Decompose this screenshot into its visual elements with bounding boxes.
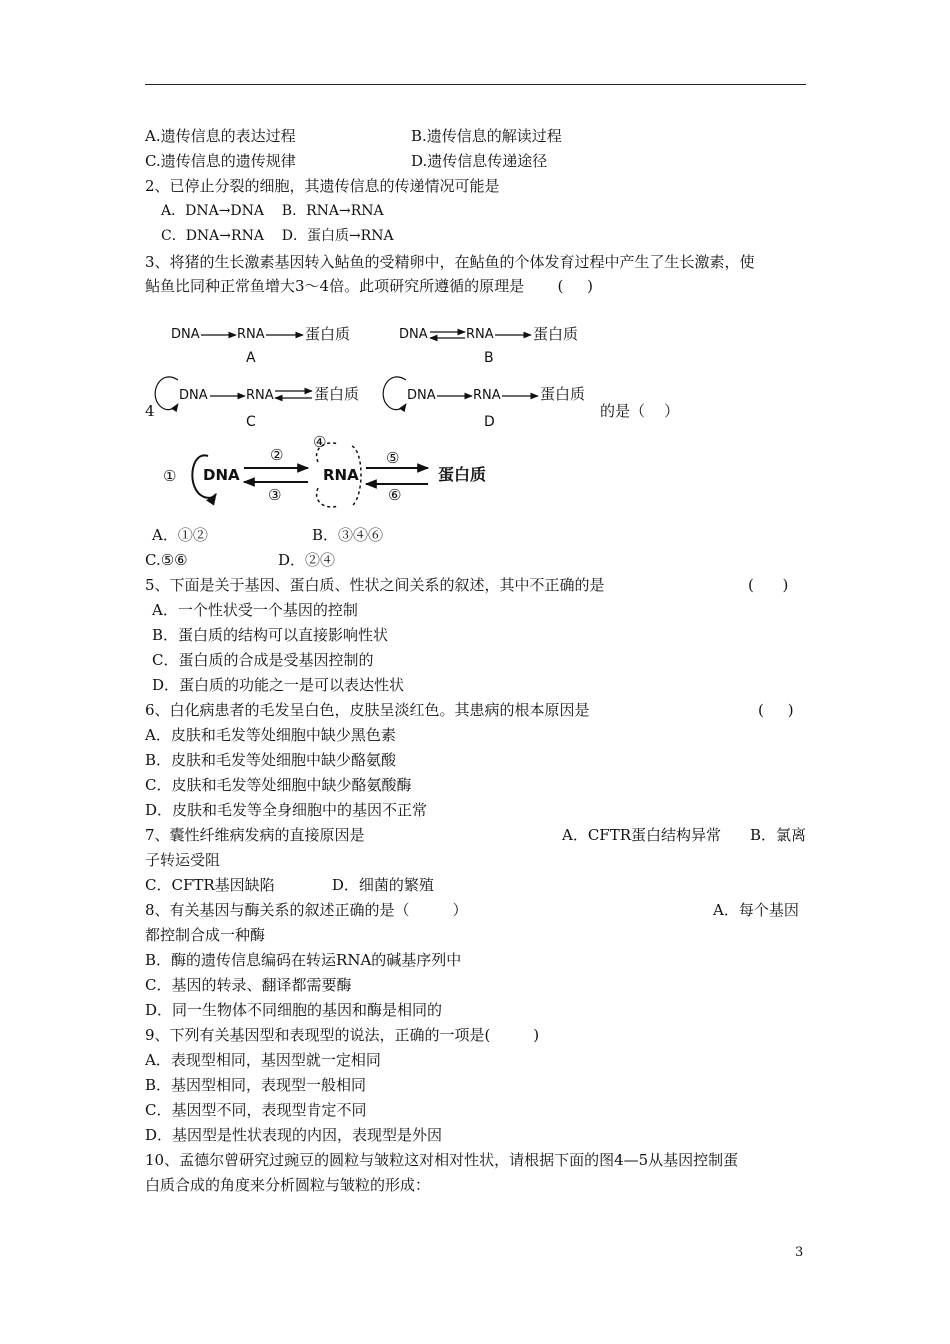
q4-step-3: ③	[268, 486, 282, 504]
q7-stem: 7、囊性纤维病发病的直接原因是	[145, 826, 365, 844]
q3-b-label: B	[484, 350, 494, 366]
q4-protein: 蛋白质	[438, 465, 487, 484]
q6-option-a: A．皮肤和毛发等处细胞中缺少黑色素	[145, 726, 396, 744]
q8-stem: 8、有关基因与酶关系的叙述正确的是（ ）	[145, 901, 468, 919]
q5-stem: 5、下面是关于基因、蛋白质、性状之间关系的叙述，其中不正确的是	[145, 576, 605, 594]
q9-option-c: C．基因型不同，表现型肯定不同	[145, 1101, 367, 1119]
q3-c-dna: DNA	[179, 388, 208, 403]
q1-option-c: C.遗传信息的遗传规律	[145, 152, 296, 170]
q4-dna: DNA	[203, 466, 240, 484]
q3-a-protein: 蛋白质	[305, 325, 351, 343]
q4-step-4: ④	[313, 433, 327, 451]
q3-d-rna: RNA	[473, 388, 501, 403]
q3-a-dna: DNA	[171, 327, 200, 342]
q2-options-ab: A．DNA→DNA B．RNA→RNA	[161, 203, 384, 219]
q3-d-label: D	[484, 414, 495, 430]
q8-option-a: A．每个基因	[713, 901, 799, 919]
q7-options-cd: C．CFTR基因缺陷 D．细菌的繁殖	[145, 876, 434, 894]
q7-option-a: A．CFTR蛋白结构异常	[562, 826, 722, 844]
q4-step-6: ⑥	[388, 486, 402, 504]
q5-option-c: C．蛋白质的合成是受基因控制的	[152, 651, 374, 669]
q4-option-d: D．②④	[278, 551, 336, 569]
q8-option-d: D．同一生物体不同细胞的基因和酶是相同的	[145, 1001, 443, 1019]
q4-step-5: ⑤	[386, 449, 400, 467]
q5-paren: ( )	[748, 576, 789, 594]
q6-stem: 6、白化病患者的毛发呈白色，皮肤呈淡红色。其患病的根本原因是	[145, 701, 590, 719]
q4-step-1: ①	[163, 467, 177, 485]
q2-options-cd: C．DNA→RNA D．蛋白质→RNA	[161, 228, 394, 244]
q6-paren: ( )	[758, 701, 794, 719]
q4-number: 4	[145, 402, 155, 420]
q3-a-label: A	[246, 350, 256, 366]
q9-option-d: D．基因型是性状表现的内因，表现型是外因	[145, 1126, 443, 1144]
q1-option-d: D.遗传信息传递途径	[411, 152, 548, 170]
q1-option-a: A.遗传信息的表达过程	[145, 127, 296, 145]
q5-option-a: A．一个性状受一个基因的控制	[152, 601, 358, 619]
q10-stem-line1: 10、孟德尔曾研究过豌豆的圆粒与皱粒这对相对性状，请根据下面的图4—5从基因控制蛋	[145, 1151, 739, 1169]
q6-option-d: D．皮肤和毛发等全身细胞中的基因不正常	[145, 801, 428, 819]
q4-stem-tail: 的是（ ）	[600, 402, 680, 420]
q6-option-c: C．皮肤和毛发等处细胞中缺少酪氨酸酶	[145, 776, 412, 794]
q3-d-dna: DNA	[407, 388, 436, 403]
q3-c-protein: 蛋白质	[314, 385, 360, 403]
q4-dashed-arc-bottom	[317, 488, 338, 507]
q3-b-dna: DNA	[399, 327, 428, 342]
q4-option-c: C.⑤⑥	[145, 551, 188, 569]
page-number: 3	[795, 1245, 804, 1260]
q8-option-b: B．酶的遗传信息编码在转运RNA的碱基序列中	[145, 951, 462, 969]
q7-option-b: B．氯离	[750, 826, 807, 844]
q3-c-rna: RNA	[246, 388, 274, 403]
q4-option-a: A．①②	[152, 526, 208, 544]
q9-option-b: B．基因型相同，表现型一般相同	[145, 1076, 367, 1094]
q3-b-protein: 蛋白质	[533, 325, 579, 343]
q6-option-b: B．皮肤和毛发等处细胞中缺少酪氨酸	[145, 751, 397, 769]
q9-stem: 9、下列有关基因型和表现型的说法，正确的一项是( )	[145, 1026, 540, 1044]
q10-stem-line2: 白质合成的角度来分析圆粒与皱粒的形成：	[145, 1176, 431, 1194]
q3-d-protein: 蛋白质	[540, 385, 586, 403]
q3-stem-line1: 3、将猪的生长激素基因转入鲇鱼的受精卵中，在鲇鱼的个体发育过程中产生了生长激素，使	[145, 253, 755, 271]
q5-option-d: D．蛋白质的功能之一是可以表达性状	[152, 676, 405, 694]
q7-option-b-cont: 子转运受阻	[145, 851, 221, 869]
q9-option-a: A．表现型相同，基因型就一定相同	[145, 1051, 381, 1069]
q3-c-label: C	[246, 414, 256, 430]
q8-option-c: C．基因的转录、翻译都需要酶	[145, 976, 352, 994]
q3-stem-line2: 鲇鱼比同种正常鱼增大3～4倍。此项研究所遵循的原理是 ( )	[145, 277, 594, 295]
q4-option-b: B．③④⑥	[312, 526, 384, 544]
q4-step-2: ②	[270, 446, 284, 464]
q8-option-a-cont: 都控制合成一种酶	[145, 926, 266, 944]
q2-stem: 2、已停止分裂的细胞，其遗传信息的传递情况可能是	[145, 177, 500, 195]
q3-a-rna: RNA	[237, 327, 265, 342]
q3-b-rna: RNA	[466, 327, 494, 342]
q5-option-b: B．蛋白质的结构可以直接影响性状	[152, 626, 389, 644]
q1-option-b: B.遗传信息的解读过程	[411, 127, 562, 145]
q4-rna: RNA	[323, 466, 359, 484]
